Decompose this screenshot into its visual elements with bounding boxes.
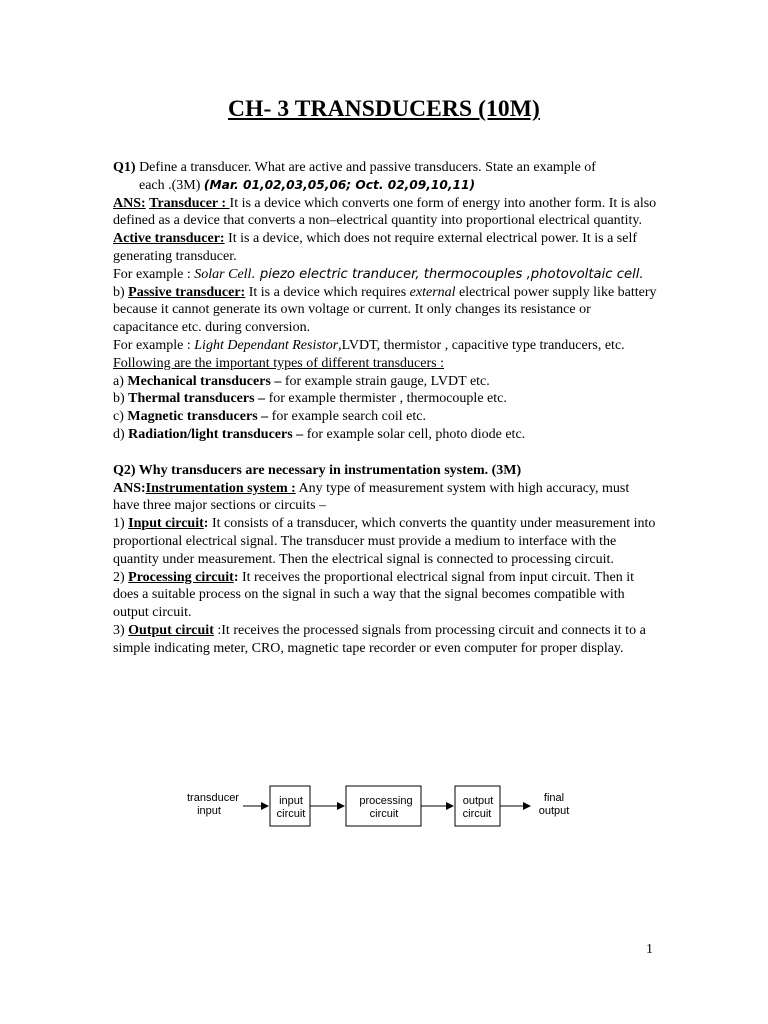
type-prefix: c) (113, 409, 128, 425)
type-prefix: a) (113, 373, 128, 389)
passive-example-italic: Light Dependant Resistor (194, 337, 339, 353)
type-text: for example solar cell, photo diode etc. (303, 426, 526, 442)
type-text: for example strain gauge, LVDT etc. (281, 373, 490, 389)
passive-transducer (113, 284, 658, 337)
document-body (113, 159, 658, 658)
processing-circuit-label-1: processing (359, 795, 413, 807)
circuit-colon: : (233, 569, 239, 585)
transducer-definition: It is a device which converts one form of energy into another form. It is also defined as a device that converts a non–electrical quantity into proportional electrical quantity. (113, 195, 657, 229)
passive-heading: Passive transducer: (128, 284, 246, 300)
diagram-input-label-1: transducer (187, 792, 239, 804)
circuit-colon: : (203, 516, 209, 532)
q1-answer (113, 195, 658, 231)
page-title: CH- 3 TRANSDUCERS (10M) (228, 96, 540, 122)
type-item (113, 390, 658, 408)
q2-answer (113, 480, 658, 516)
transducer-heading: Transducer : (149, 195, 230, 211)
active-example (113, 266, 658, 284)
type-prefix: b) (113, 391, 129, 407)
processing-circuit-label-2: circuit (369, 808, 399, 820)
section-gap (113, 444, 658, 462)
q1-ref: (Mar. 01,02,03,05,06; Oct. 02,09,10,11) (203, 177, 476, 192)
q2-ans-label: ANS: (113, 480, 146, 496)
type-name: Thermal transducers – (128, 391, 266, 407)
circuit-prefix: 3) (113, 622, 129, 638)
type-item (113, 408, 658, 426)
output-circuit-label-1: output (462, 795, 494, 807)
passive-example-rest: ,LVDT, thermistor , capacitive type tranducers, etc. (338, 337, 625, 353)
instrumentation-text: Any type of measurement system with high accuracy, must have three major sections or circuits – (113, 480, 630, 514)
type-name: Magnetic transducers – (127, 409, 269, 425)
types-heading: Following are the important types of different transducers : (113, 355, 444, 371)
active-example-list: . piezo electric tranducer, thermocouples ,photovoltaic cell. (251, 266, 644, 282)
type-name: Radiation/light transducers – (128, 426, 304, 442)
passive-example (113, 337, 658, 355)
active-example-italic: Solar Cell (194, 266, 252, 282)
page-number: 1 (646, 942, 653, 957)
passive-text-b: electrical power supply like battery because it cannot generate its own voltage or current. It only changes its resistance or capacitance etc. during conversion. (113, 284, 657, 336)
diagram-output-label-2: output (538, 805, 570, 817)
circuit-text: It consists of a transducer, which converts the quantity under measurement into proportional electrical signal. The transducer must provide a medium to interface with the quantity under measurement. Then the electrical signal is connected to processing circuit. (113, 516, 656, 567)
example-prefix: For example : (113, 337, 195, 353)
instrumentation-heading: Instrumentation system : (145, 480, 296, 496)
circuit-heading: Output circuit (128, 622, 214, 638)
q1-question-cont (113, 177, 658, 195)
q2-question: Q2) Why transducers are necessary in instrumentation system. (3M) (113, 462, 522, 478)
circuit-item (113, 515, 658, 568)
input-circuit-label-2: circuit (276, 808, 306, 820)
circuit-prefix: 1) (113, 516, 129, 532)
output-circuit-label-2: circuit (462, 808, 492, 820)
active-heading: Active transducer: (113, 231, 225, 247)
q1-question (113, 159, 658, 177)
circuit-heading: Processing circuit (128, 569, 234, 585)
type-item (113, 373, 658, 391)
diagram-input-label-2: input (197, 805, 221, 817)
circuit-text: It receives the proportional electrical signal from input circuit. Then it does a suitable process on the signal in such a way that the signal becomes compatible with output circuit. (113, 569, 634, 621)
circuit-prefix: 2) (113, 569, 129, 585)
block-diagram (180, 780, 580, 836)
q1-text: Define a transducer. What are active and passive transducers. State an example of (135, 160, 596, 175)
input-circuit-label-1: input (279, 795, 303, 807)
q1-ans-label: ANS: (113, 195, 146, 211)
type-text: for example thermister , thermocouple etc. (265, 391, 507, 407)
active-transducer (113, 230, 658, 266)
type-text: for example search coil etc. (268, 409, 426, 425)
passive-text-a: It is a device which requires (245, 284, 410, 300)
type-prefix: d) (113, 426, 129, 442)
passive-text-italic: external (409, 284, 456, 300)
circuit-text: :It receives the processed signals from processing circuit and connects it to a simple indicating meter, CRO, magnetic tape recorder or even computer for proper display. (113, 622, 646, 656)
circuit-item (113, 569, 658, 622)
circuit-item (113, 622, 658, 658)
q1-label: Q1) (113, 160, 136, 175)
type-name: Mechanical transducers – (127, 373, 282, 389)
type-item (113, 426, 658, 444)
diagram-output-label-1: final (543, 792, 565, 804)
example-prefix: For example : (113, 266, 195, 282)
circuit-heading: Input circuit (128, 516, 204, 532)
active-definition: It is a device, which does not require external electrical power. It is a self generating transducer. (113, 231, 638, 264)
passive-prefix: b) (113, 284, 129, 300)
q1-text-2: each .(3M) (139, 177, 204, 193)
